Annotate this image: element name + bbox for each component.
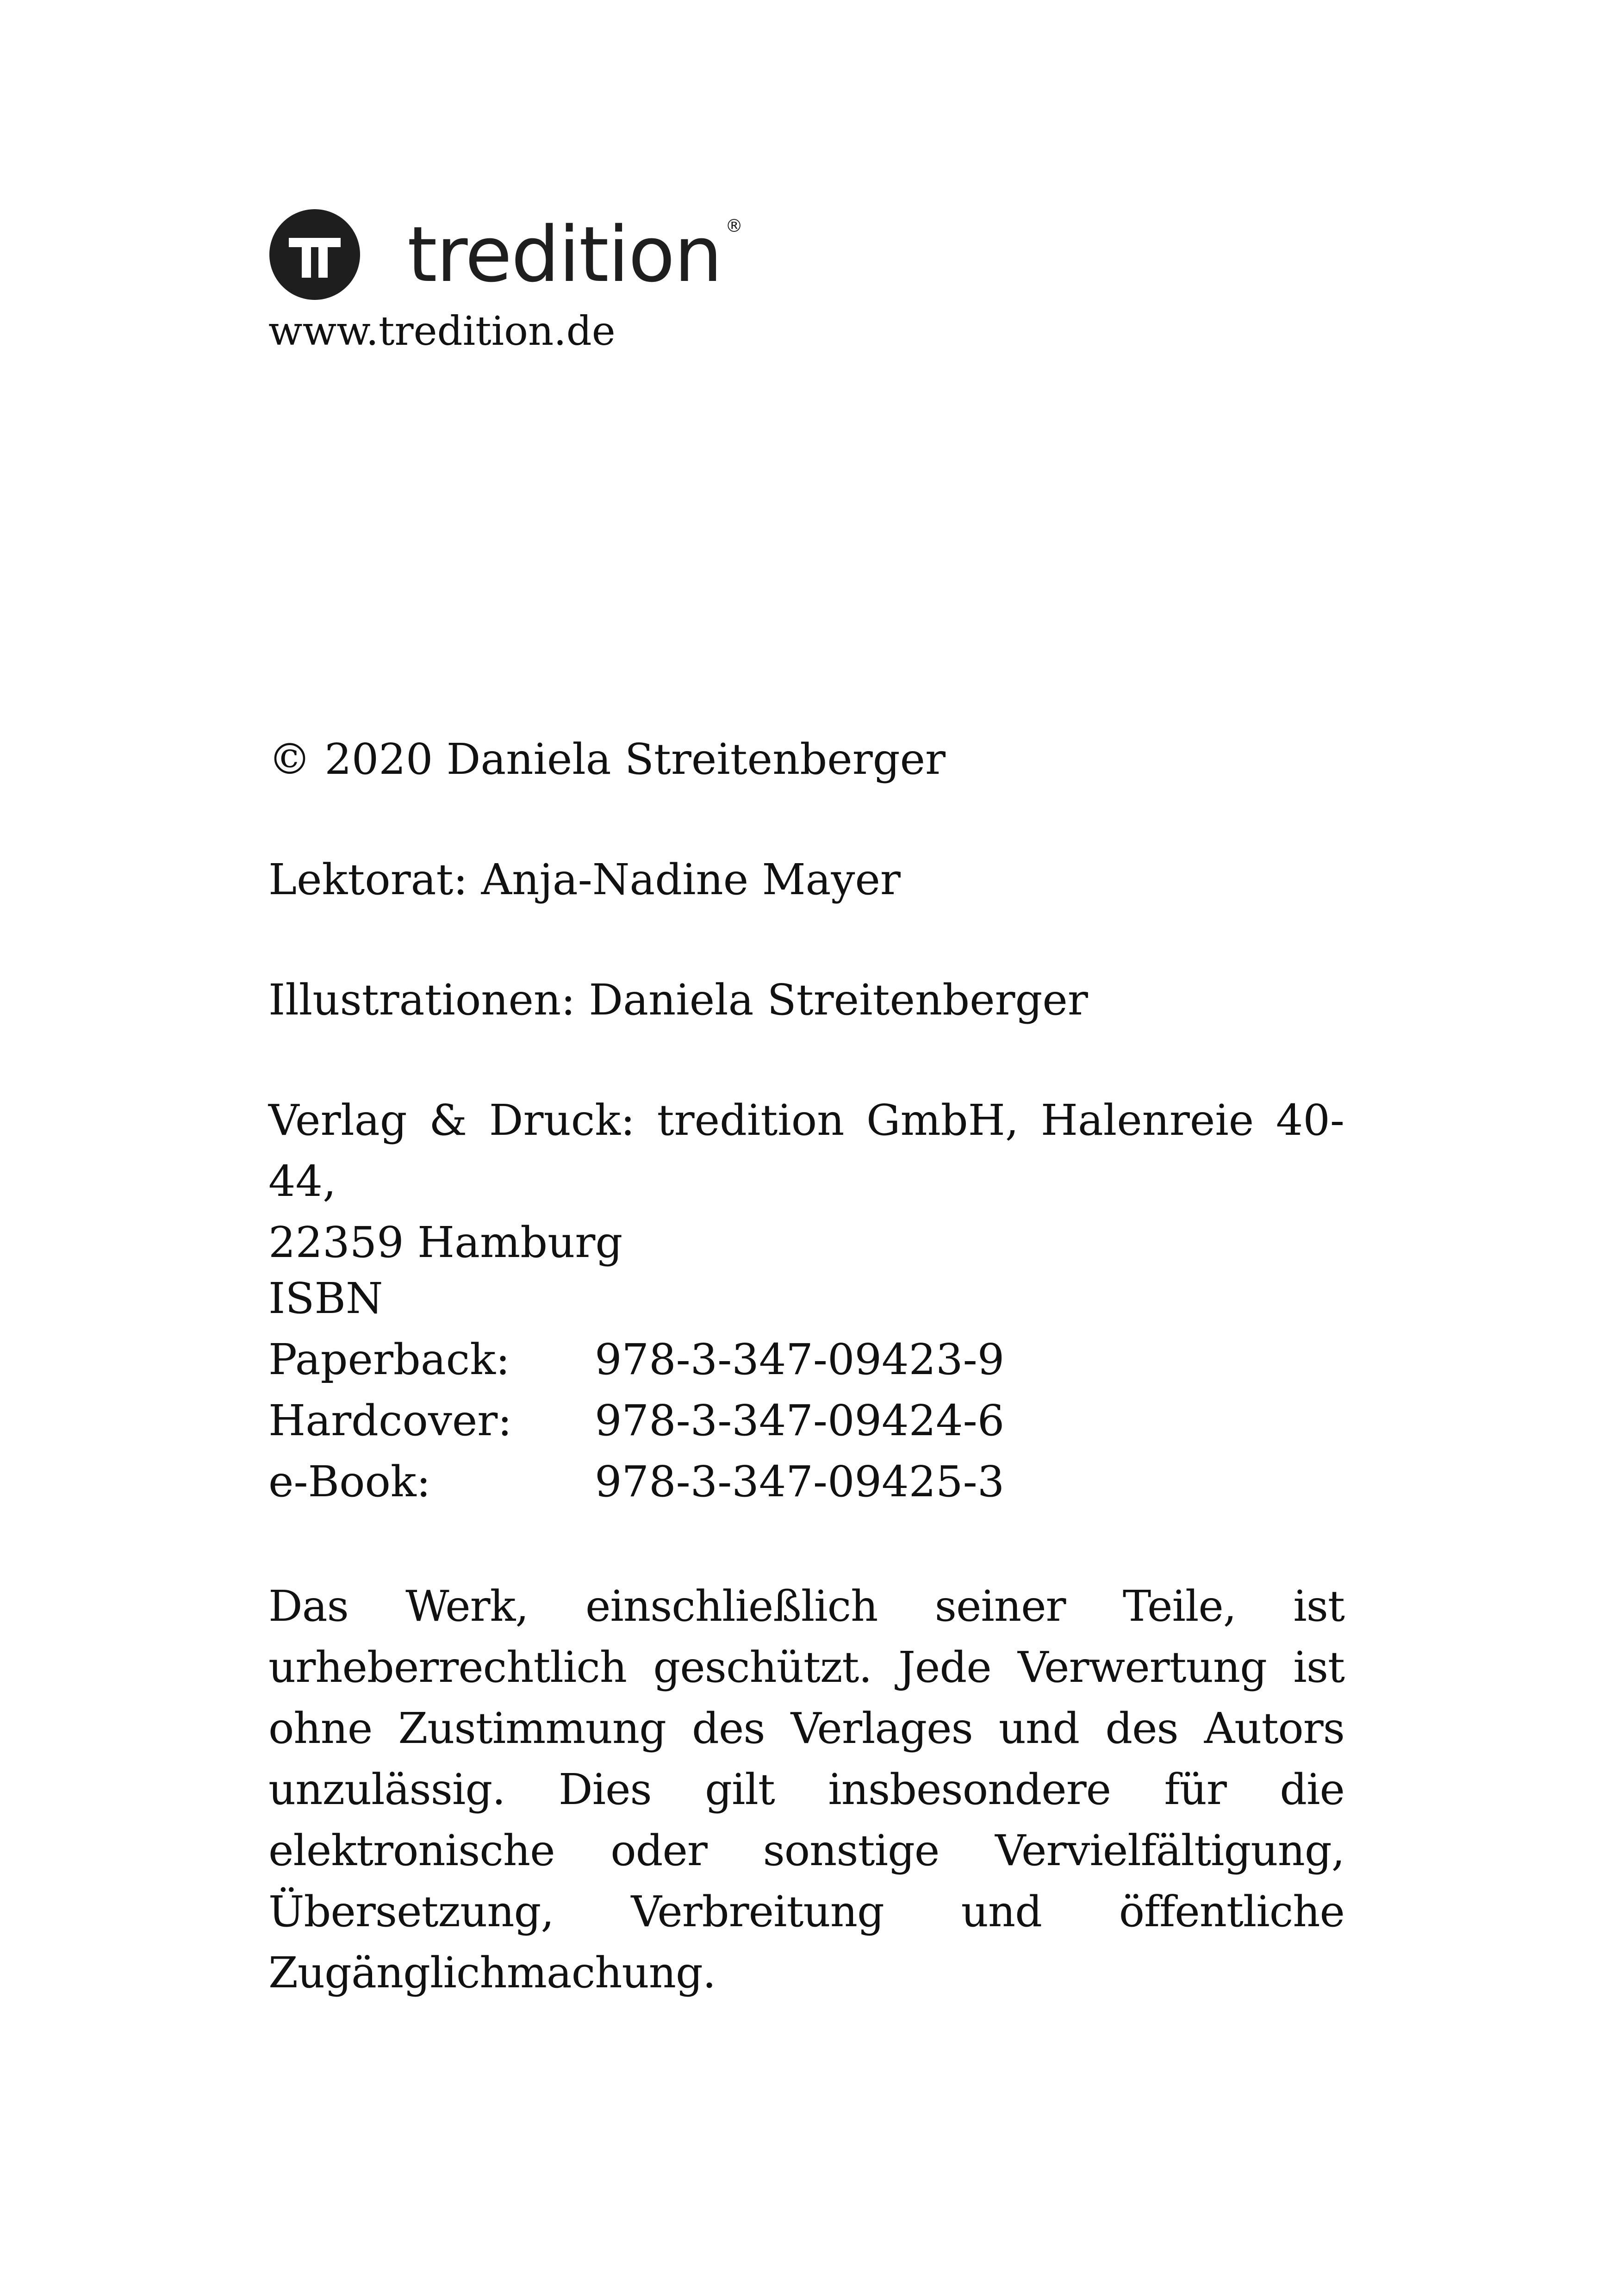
isbn-label: Paperback: <box>268 1335 510 1384</box>
isbn-heading: ISBN <box>268 1274 383 1323</box>
copyright-line: © 2020 Daniela Streitenberger <box>268 734 946 784</box>
rights-notice: Das Werk, einschließlich seiner Teile, ist urheberrechtlich geschützt. Jede Verwertung ist ohne Zustimmung des Verlages und des Autors unzulässig. Dies gilt insbesondere für die elektronische oder sonstige Vervielfältigung, Übersetzung, Verbreitung und öffentliche Zugänglichmachung. <box>268 1581 1344 1997</box>
isbn-block <box>268 1268 1344 1512</box>
isbn-label: Hardcover: <box>268 1396 512 1445</box>
registered-mark: ® <box>725 216 743 236</box>
publisher-line-1: Verlag & Druck: tredition GmbH, Halenreie 40-44, <box>268 1095 1344 1206</box>
tredition-logo-icon <box>268 208 361 301</box>
website-url: www.tredition.de <box>268 308 616 355</box>
publisher-logo <box>268 204 743 305</box>
publisher-line-2: 22359 Hamburg <box>268 1218 623 1267</box>
isbn-row <box>268 1329 1344 1390</box>
isbn-row <box>268 1451 1344 1512</box>
isbn-label: e-Book: <box>268 1457 431 1506</box>
isbn-number: 978-3-347-09424-6 <box>595 1396 1005 1445</box>
editor-line: Lektorat: Anja-Nadine Mayer <box>268 855 901 904</box>
logo-wordmark: tredition <box>407 210 722 299</box>
illustrations-line: Illustrationen: Daniela Streitenberger <box>268 975 1088 1025</box>
publisher-address <box>268 1090 1344 1273</box>
isbn-number: 978-3-347-09423-9 <box>595 1335 1005 1384</box>
isbn-row <box>268 1390 1344 1451</box>
isbn-number: 978-3-347-09425-3 <box>595 1457 1005 1506</box>
